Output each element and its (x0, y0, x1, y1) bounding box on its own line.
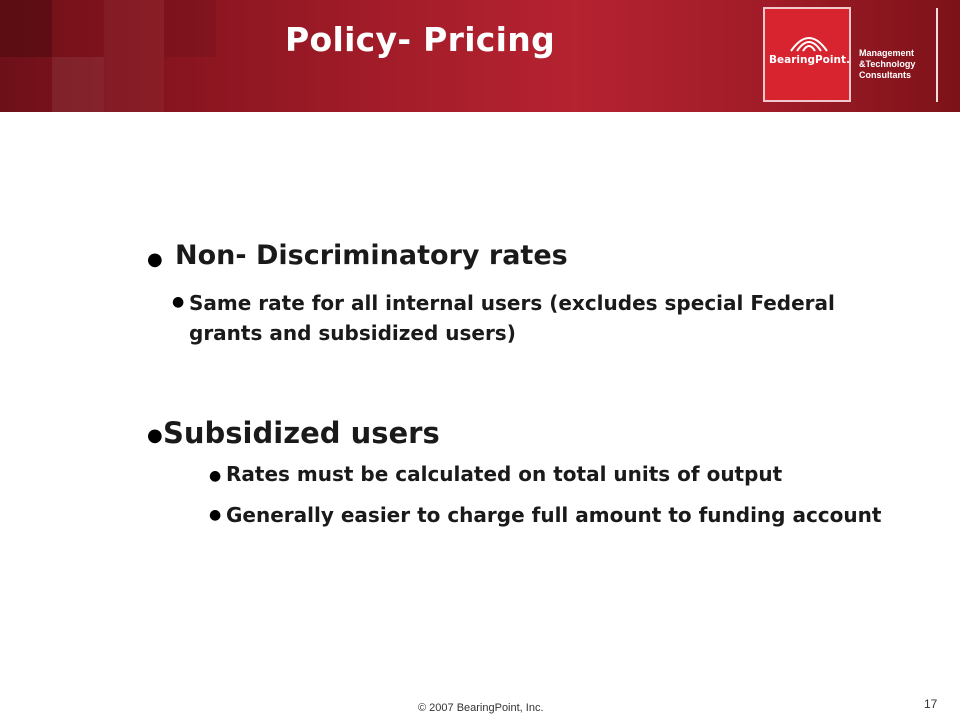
decor-square (52, 57, 104, 112)
decor-square (164, 0, 216, 57)
bullet-heading-subsidized: Subsidized users (163, 416, 440, 450)
page-number: 17 (924, 697, 938, 711)
bullet-icon: ● (209, 468, 222, 484)
tagline-line: Consultants (859, 70, 912, 80)
sub-bullet-same-rate: Same rate for all internal users (excludes special Federal grants and subsidized users) (189, 291, 835, 345)
copyright-notice: © 2007 BearingPoint, Inc. (418, 702, 544, 714)
bullet-icon: ● (147, 425, 163, 446)
sub-bullet-charge: Generally easier to charge full amount to funding account (226, 503, 882, 527)
bearingpoint-logo (763, 7, 851, 102)
decor-square (104, 0, 164, 112)
decor-square (0, 0, 52, 57)
bullet-icon: ● (209, 507, 222, 523)
bullet-icon: ● (147, 249, 163, 270)
bullet-heading-nondiscriminatory: Non- Discriminatory rates (175, 240, 568, 271)
logo-wordmark: BearingPoint. (769, 54, 850, 66)
slide-title: Policy- Pricing (285, 20, 555, 59)
tagline-line: Management (859, 48, 915, 58)
sub-bullet-rates: Rates must be calculated on total units of output (226, 462, 783, 486)
logo-arcs-icon (789, 29, 829, 53)
header-banner (0, 0, 960, 112)
logo-tagline (859, 48, 915, 81)
bullet-icon: ● (172, 294, 185, 310)
header-divider (936, 8, 938, 102)
tagline-line: &Technology (859, 59, 916, 69)
